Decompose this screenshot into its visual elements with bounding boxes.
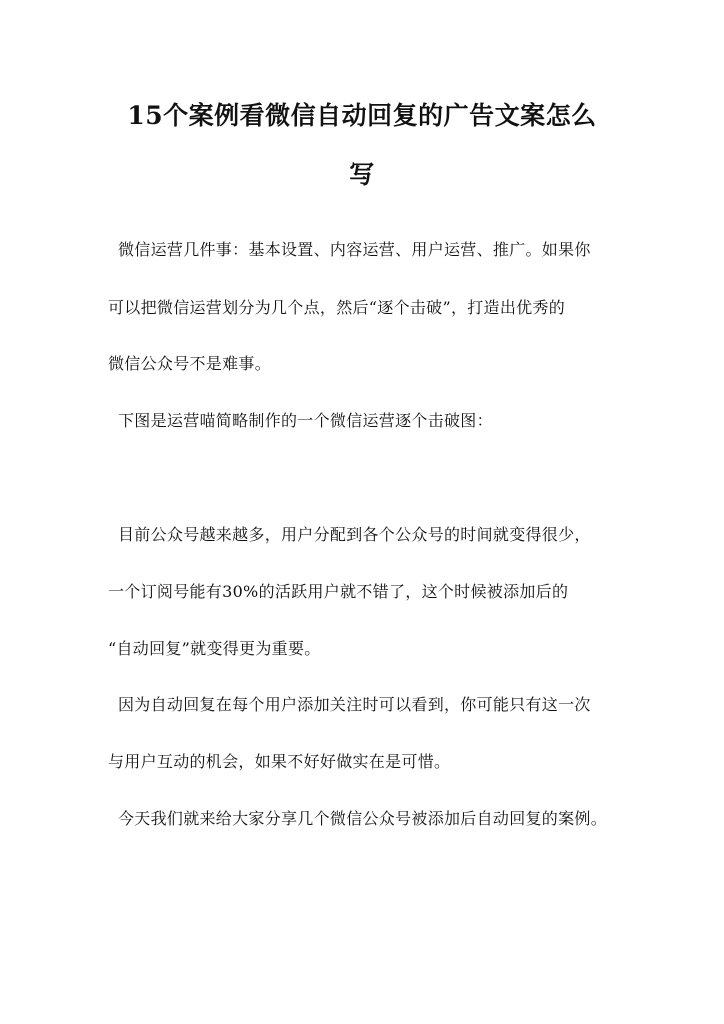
paragraph-4-line-2: 与用户互动的机会，如果不好好做实在是可惜。 <box>108 752 451 771</box>
paragraph-3-line-3: “自动回复”就变得更为重要。 <box>108 639 321 658</box>
title-line-1: 15个案例看微信自动回复的广告文案怎么 <box>127 101 597 130</box>
paragraph-3-line-2: 一个订阅号能有30%的活跃用户就不错了，这个时候被添加后的 <box>108 582 569 601</box>
paragraph-5-line-1: 今天我们就来给大家分享几个微信公众号被添加后自动回复的案例。 <box>118 809 608 828</box>
paragraph-1-line-2: 可以把微信运营划分为几个点，然后“逐个击破”，打造出优秀的 <box>108 298 566 317</box>
paragraph-2-line-1: 下图是运营喵简略制作的一个微信运营逐个击破图： <box>118 411 493 430</box>
paragraph-3-line-1: 目前公众号越来越多，用户分配到各个公众号的时间就变得很少， <box>118 525 591 544</box>
title-line-2: 写 <box>349 160 375 189</box>
paragraph-1-line-1: 微信运营几件事：基本设置、内容运营、用户运营、推广。如果你 <box>118 240 591 259</box>
paragraph-1-line-3: 微信公众号不是难事。 <box>108 354 272 373</box>
paragraph-4-line-1: 因为自动回复在每个用户添加关注时可以看到，你可能只有这一次 <box>118 695 591 714</box>
